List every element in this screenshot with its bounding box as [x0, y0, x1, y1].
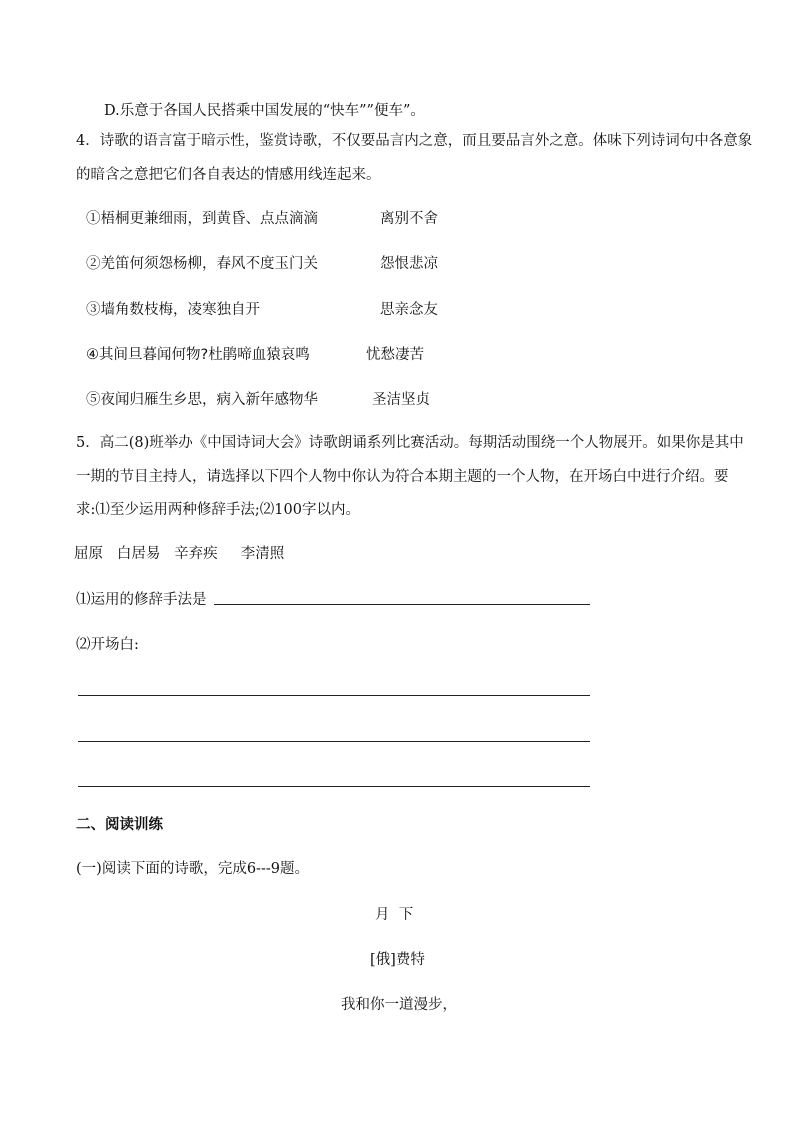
poem-author: [俄]费特 — [370, 952, 425, 968]
question-5-line-2: 一期的节目主持人，请选择以下四个人物中你认为符合本期主题的一个人物，在开场白中进行介绍。要 — [76, 469, 729, 485]
opening-answer-line-2[interactable] — [78, 741, 590, 742]
poem-line-4: ④其间旦暮闻何物?杜鹃啼血猿哀鸣 — [86, 347, 310, 363]
poem-title: 月 下 — [375, 907, 414, 923]
question-4-line-2: 的暗含之意把它们各自表达的情感用线连起来。 — [76, 167, 381, 183]
question-5-line-1: 5．高二(8)班举办《中国诗词大会》诗歌朗诵系列比赛活动。每期活动围绕一个人物展开。如果你是其中 — [76, 435, 744, 451]
reading-intro: (一)阅读下面的诗歌，完成6---9题。 — [76, 861, 309, 877]
poem-line-3: ③墙角数枝梅，凌寒独自开 — [86, 302, 260, 318]
rhetoric-answer-line[interactable] — [214, 604, 590, 605]
emotion-2: 怨恨悲凉 — [380, 256, 438, 272]
poem-line-2: ②羌笛何须怨杨柳，春风不度玉门关 — [86, 256, 318, 272]
opening-answer-line-3[interactable] — [78, 786, 590, 787]
opening-answer-line-1[interactable] — [78, 695, 590, 696]
emotion-1: 离别不舍 — [380, 211, 438, 227]
poem-line-1: ①梧桐更兼细雨，到黄昏、点点滴滴 — [86, 211, 318, 227]
section-2-heading: 二、阅读训练 — [76, 816, 163, 833]
poem-line-5: ⑤夜闻归雁生乡思，病入新年感物华 — [86, 392, 318, 408]
people-list: 屈原 白居易 辛弃疾 李清照 — [74, 546, 285, 562]
emotion-4: 忧愁凄苦 — [366, 347, 424, 363]
question-4-line-1: 4．诗歌的语言富于暗示性，鉴赏诗歌，不仅要品言内之意，而且要品言外之意。体味下列诗词句中各意象 — [76, 133, 753, 149]
opening-label: ⑵开场白: — [76, 637, 139, 653]
poem-first-line: 我和你一道漫步， — [341, 997, 457, 1013]
emotion-5: 圣洁坚贞 — [372, 392, 430, 408]
rhetoric-label: ⑴运用的修辞手法是 — [76, 592, 207, 608]
emotion-3: 思亲念友 — [380, 302, 438, 318]
option-d: D.乐意于各国人民搭乘中国发展的“快车””便车”。 — [104, 103, 425, 119]
question-5-line-3: 求:⑴至少运用两种修辞手法;⑵100字以内。 — [76, 502, 360, 518]
